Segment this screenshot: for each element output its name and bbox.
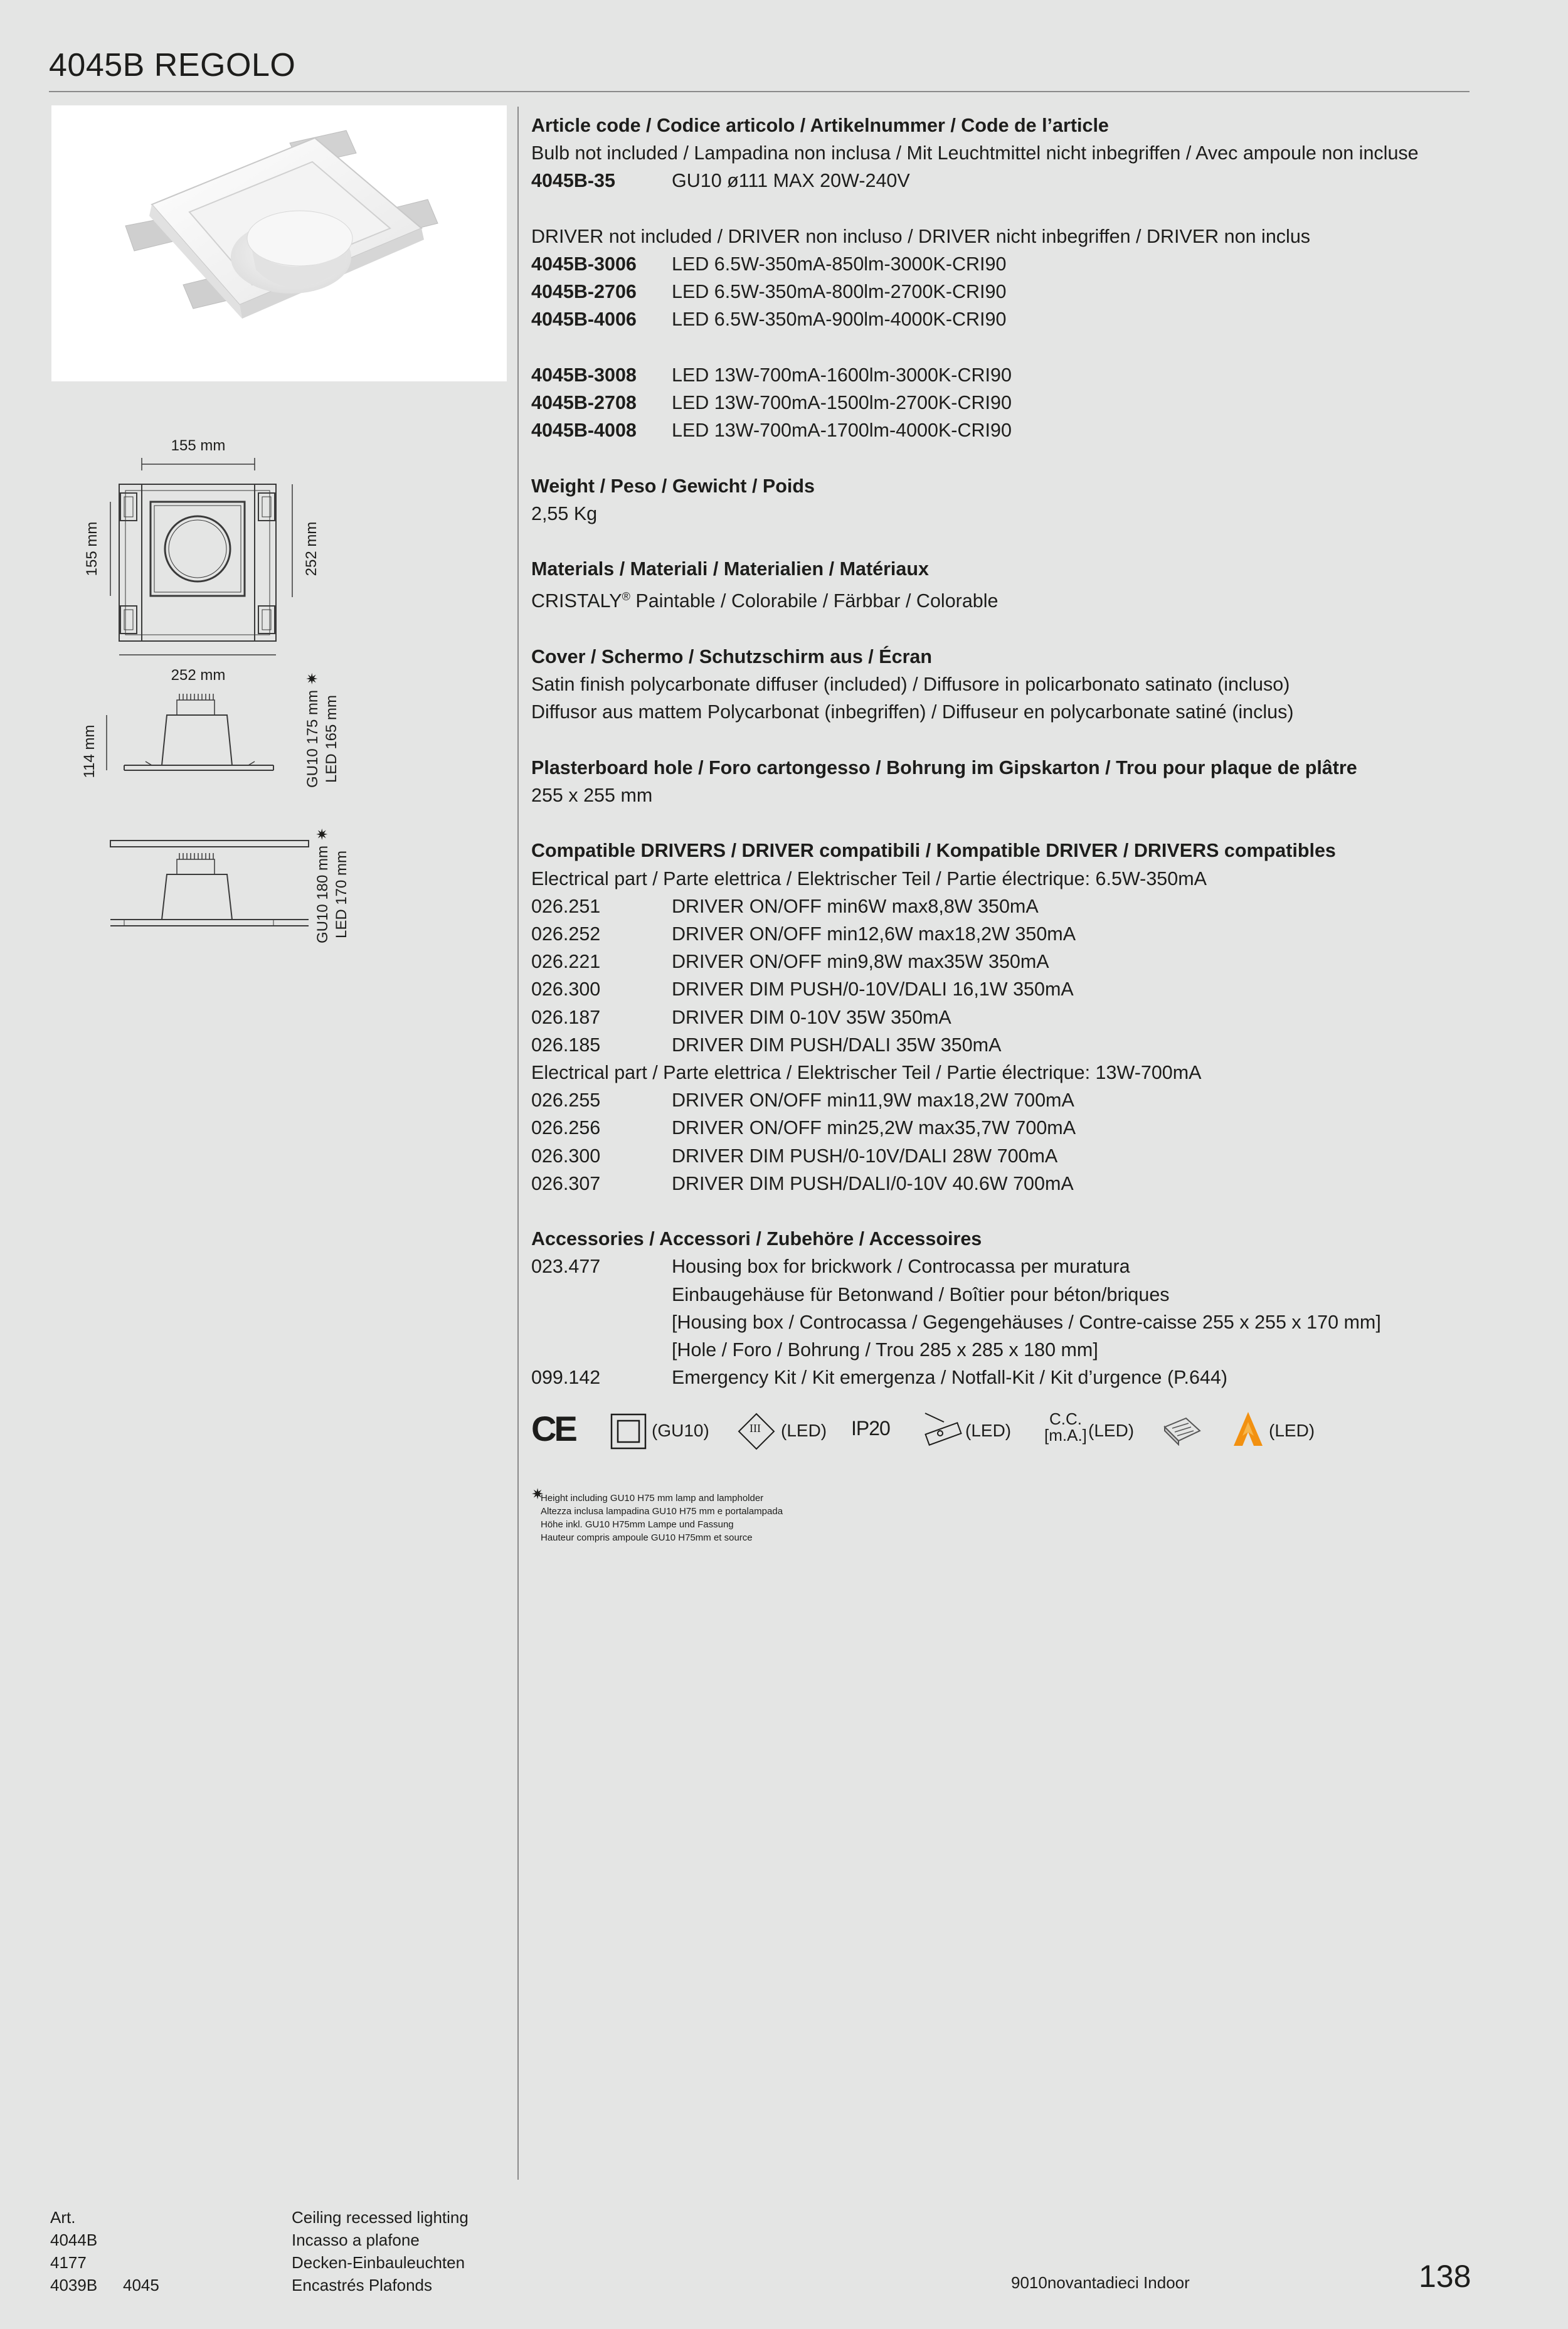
accessory-code: 023.477 [531,1256,601,1278]
driver-row-code: 026.307 [531,1172,601,1194]
header-divider [49,91,1470,92]
hole-heading: Plasterboard hole / Foro cartongesso / Bohrung im Gipskarton / Trou pour plaque de plâtre [531,756,1357,778]
footer-art-row [50,2274,159,2296]
weight-heading: Weight / Peso / Gewicht / Poids [531,475,815,497]
dim-gu10-height-2: GU10 180 mm [314,845,331,944]
driver-row [531,1170,1453,1197]
footer-art: 4044B [50,2231,98,2249]
column-divider [517,107,519,2180]
class-3-symbol: III [750,1422,761,1435]
accessory-line: Einbaugehäuse für Betonwand / Boîtier pour béton/briques [672,1283,1170,1305]
footnote-line: Height including GU10 H75 mm lamp and lampholder [541,1493,764,1504]
led-row-code: 4045B-3006 [531,253,637,275]
class-3-label: (LED) [781,1421,827,1440]
cover-line-1: Satin finish polycarbonate diffuser (included) / Diffusore in policarbonato satinato (incluso) [531,674,1290,696]
driver-row-desc: DRIVER ON/OFF min9,8W max35W 350mA [672,951,1049,973]
led-row [531,305,1453,333]
class-2-label: (GU10) [652,1421,709,1440]
dim-side-height: 114 mm [81,724,98,778]
driver-row-code: 026.252 [531,923,601,945]
flame-icon [1232,1411,1264,1447]
driver-row [531,1114,1453,1142]
footer-art: 4177 [50,2253,87,2272]
dim-top-width: 155 mm [171,437,226,454]
registered-mark: ® [622,590,630,603]
driver-row [531,1142,1453,1170]
accessory-row [531,1253,1453,1280]
driver-row-code: 026.251 [531,895,601,917]
accessory-desc: Emergency Kit / Kit emergenza / Notfall-Kit / Kit d’urgence (P.644) [672,1367,1228,1389]
footer-brand: 9010novantadieci Indoor [1011,2273,1190,2292]
driver-row-desc: DRIVER DIM PUSH/DALI/0-10V 40.6W 700mA [672,1172,1074,1194]
accessory-line: Housing box for brickwork / Controcassa per muratura [672,1256,1130,1278]
driver-row-code: 026.300 [531,1145,601,1167]
led-row-desc: LED 6.5W-350mA-850lm-3000K-CRI90 [672,253,1007,275]
footer-art-label: Art. [50,2208,76,2227]
footer-category [292,2206,469,2296]
footer-category-line: Decken-Einbauleuchten [292,2253,465,2272]
top-view-drawing [110,458,292,655]
drivers-part1-list [531,893,1453,1059]
spec-content [531,112,1453,1391]
drivers-part2-label: Electrical part / Parte elettrica / Elektrischer Teil / Partie électrique: 13W-700mA [531,1061,1202,1083]
footer-category-line: Incasso a plafone [292,2231,420,2249]
cover-heading: Cover / Schermo / Schutzschirm aus / Écran [531,645,933,667]
footer-art: 4045 [123,2276,159,2295]
driver-row-desc: DRIVER ON/OFF min11,9W max18,2W 700mA [672,1090,1074,1111]
footer-articles [50,2206,159,2296]
led-row [531,416,1453,444]
bulb-note: Bulb not included / Lampadina non inclusa / Mit Leuchtmittel nicht inbegriffen / Avec ampoule non incluse [531,142,1419,164]
footer-art: 4039B [50,2276,98,2295]
driver-row-desc: DRIVER ON/OFF min6W max8,8W 350mA [672,895,1039,917]
led-row-desc: LED 6.5W-350mA-800lm-2700K-CRI90 [672,281,1007,303]
adjustable-label: (LED) [965,1421,1012,1440]
constant-current-icon [1044,1411,1087,1443]
accessories-heading: Accessories / Accessori / Zubehöre / Accessoires [531,1228,982,1250]
side-view-drawing-1 [107,694,273,770]
materials-value [531,583,1453,615]
bulb-code: 4045B-35 [531,170,615,192]
materials-brand: CRISTALY [531,590,622,612]
accessory-line: [Housing box / Controcassa / Gegengehäuses / Contre-caisse 255 x 255 x 170 mm] [672,1311,1381,1333]
page-title: 4045B REGOLO [49,47,296,83]
plasterboard-icon [1161,1414,1202,1446]
driver-row-code: 026.255 [531,1090,601,1111]
product-photo [51,105,507,381]
weight-value: 2,55 Kg [531,502,598,524]
led-row [531,250,1453,278]
footnote-line: Höhe inkl. GU10 H75mm Lampe und Fassung [541,1519,734,1530]
led-group-2 [531,361,1453,445]
adjustable-icon [921,1409,963,1448]
driver-row-code: 026.221 [531,951,601,973]
driver-row-code: 026.256 [531,1117,601,1139]
led-row-desc: LED 6.5W-350mA-900lm-4000K-CRI90 [672,309,1007,331]
driver-row-code: 026.300 [531,979,601,1000]
driver-row-desc: DRIVER DIM 0-10V 35W 350mA [672,1006,951,1028]
driver-note: DRIVER not included / DRIVER non incluso / DRIVER nicht inbegriffen / DRIVER non inclus [531,225,1311,247]
driver-row [531,975,1453,1003]
dim-right-height: 252 mm [303,521,320,576]
driver-row-desc: DRIVER DIM PUSH/DALI 35W 350mA [672,1034,1002,1056]
driver-row-code: 026.187 [531,1006,601,1028]
footnote-star: ✷ [531,1486,544,1503]
technical-drawings [56,433,408,953]
materials-desc: Paintable / Colorabile / Färbbar / Colorable [630,590,999,612]
dim-bottom-width: 252 mm [171,667,226,684]
driver-row [531,920,1453,948]
side-view-drawing-2 [110,841,309,926]
materials-heading: Materials / Materiali / Materialien / Matériaux [531,558,929,580]
led-row-desc: LED 13W-700mA-1600lm-3000K-CRI90 [672,364,1012,386]
led-row-code: 4045B-2706 [531,281,637,303]
dim-star-2: ✷ [314,827,331,841]
driver-row-desc: DRIVER DIM PUSH/0-10V/DALI 16,1W 350mA [672,979,1074,1000]
dim-star-1: ✷ [304,672,321,686]
led-row [531,361,1453,389]
page-number: 138 [1419,2259,1471,2294]
constant-current-label: (LED) [1088,1421,1135,1440]
led-row-code: 4045B-2708 [531,392,637,413]
dim-led-height-2: LED 170 mm [333,850,350,939]
hole-value: 255 x 255 mm [531,784,653,806]
driver-row-desc: DRIVER DIM PUSH/0-10V/DALI 28W 700mA [672,1145,1058,1167]
led-row-desc: LED 13W-700mA-1700lm-4000K-CRI90 [672,420,1012,442]
driver-row-desc: DRIVER ON/OFF min12,6W max18,2W 350mA [672,923,1076,945]
footnote-line: Altezza inclusa lampadina GU10 H75 mm e portalampada [541,1506,783,1517]
bulb-desc: GU10 ø111 MAX 20W-240V [672,170,910,192]
led-row-code: 4045B-4008 [531,420,637,442]
bulb-row [531,167,1453,194]
product-render [51,105,507,381]
cover-line-2: Diffusor aus mattem Polycarbonat (inbegriffen) / Diffuseur en polycarbonate satiné (inclus) [531,701,1294,723]
cc-top: C.C. [1049,1409,1082,1428]
driver-row [531,893,1453,920]
driver-row [531,1031,1453,1059]
driver-row [531,1086,1453,1114]
drivers-part1-label: Electrical part / Parte elettrica / Elektrischer Teil / Partie électrique: 6.5W-350mA [531,867,1207,889]
footnote [541,1492,783,1544]
ce-mark-icon: CE [531,1409,575,1448]
ip-rating-icon: IP20 [851,1417,890,1440]
driver-row-code: 026.185 [531,1034,601,1056]
led-row-code: 4045B-4006 [531,309,637,331]
led-row [531,389,1453,416]
led-row-desc: LED 13W-700mA-1500lm-2700K-CRI90 [672,392,1012,413]
footer-category-line: Ceiling recessed lighting [292,2208,469,2227]
drivers-heading: Compatible DRIVERS / DRIVER compatibili / Kompatible DRIVER / DRIVERS compatibles [531,840,1336,862]
led-row [531,278,1453,305]
dim-gu10-height-1: GU10 175 mm [304,689,321,788]
led-row-code: 4045B-3008 [531,364,637,386]
driver-row [531,948,1453,975]
driver-row-desc: DRIVER ON/OFF min25,2W max35,7W 700mA [672,1117,1076,1139]
driver-row [531,1004,1453,1031]
led-group-1 [531,250,1453,334]
accessory-code: 099.142 [531,1367,601,1389]
footnote-line: Hauteur compris ampoule GU10 H75mm et source [541,1532,753,1543]
dim-left-height: 155 mm [83,521,100,576]
class-2-icon [610,1413,647,1450]
accessory-line: [Hole / Foro / Bohrung / Trou 285 x 285 x 180 mm] [672,1339,1098,1361]
article-heading: Article code / Codice articolo / Artikelnummer / Code de l’article [531,115,1109,136]
drivers-part2-list [531,1086,1453,1197]
flame-label: (LED) [1269,1421,1315,1440]
dim-led-height-1: LED 165 mm [323,694,340,783]
cc-bottom: [m.A.] [1044,1426,1087,1445]
accessory-row [531,1364,1453,1391]
footer-category-line: Encastrés Plafonds [292,2276,433,2295]
certification-icons [531,1408,1347,1452]
